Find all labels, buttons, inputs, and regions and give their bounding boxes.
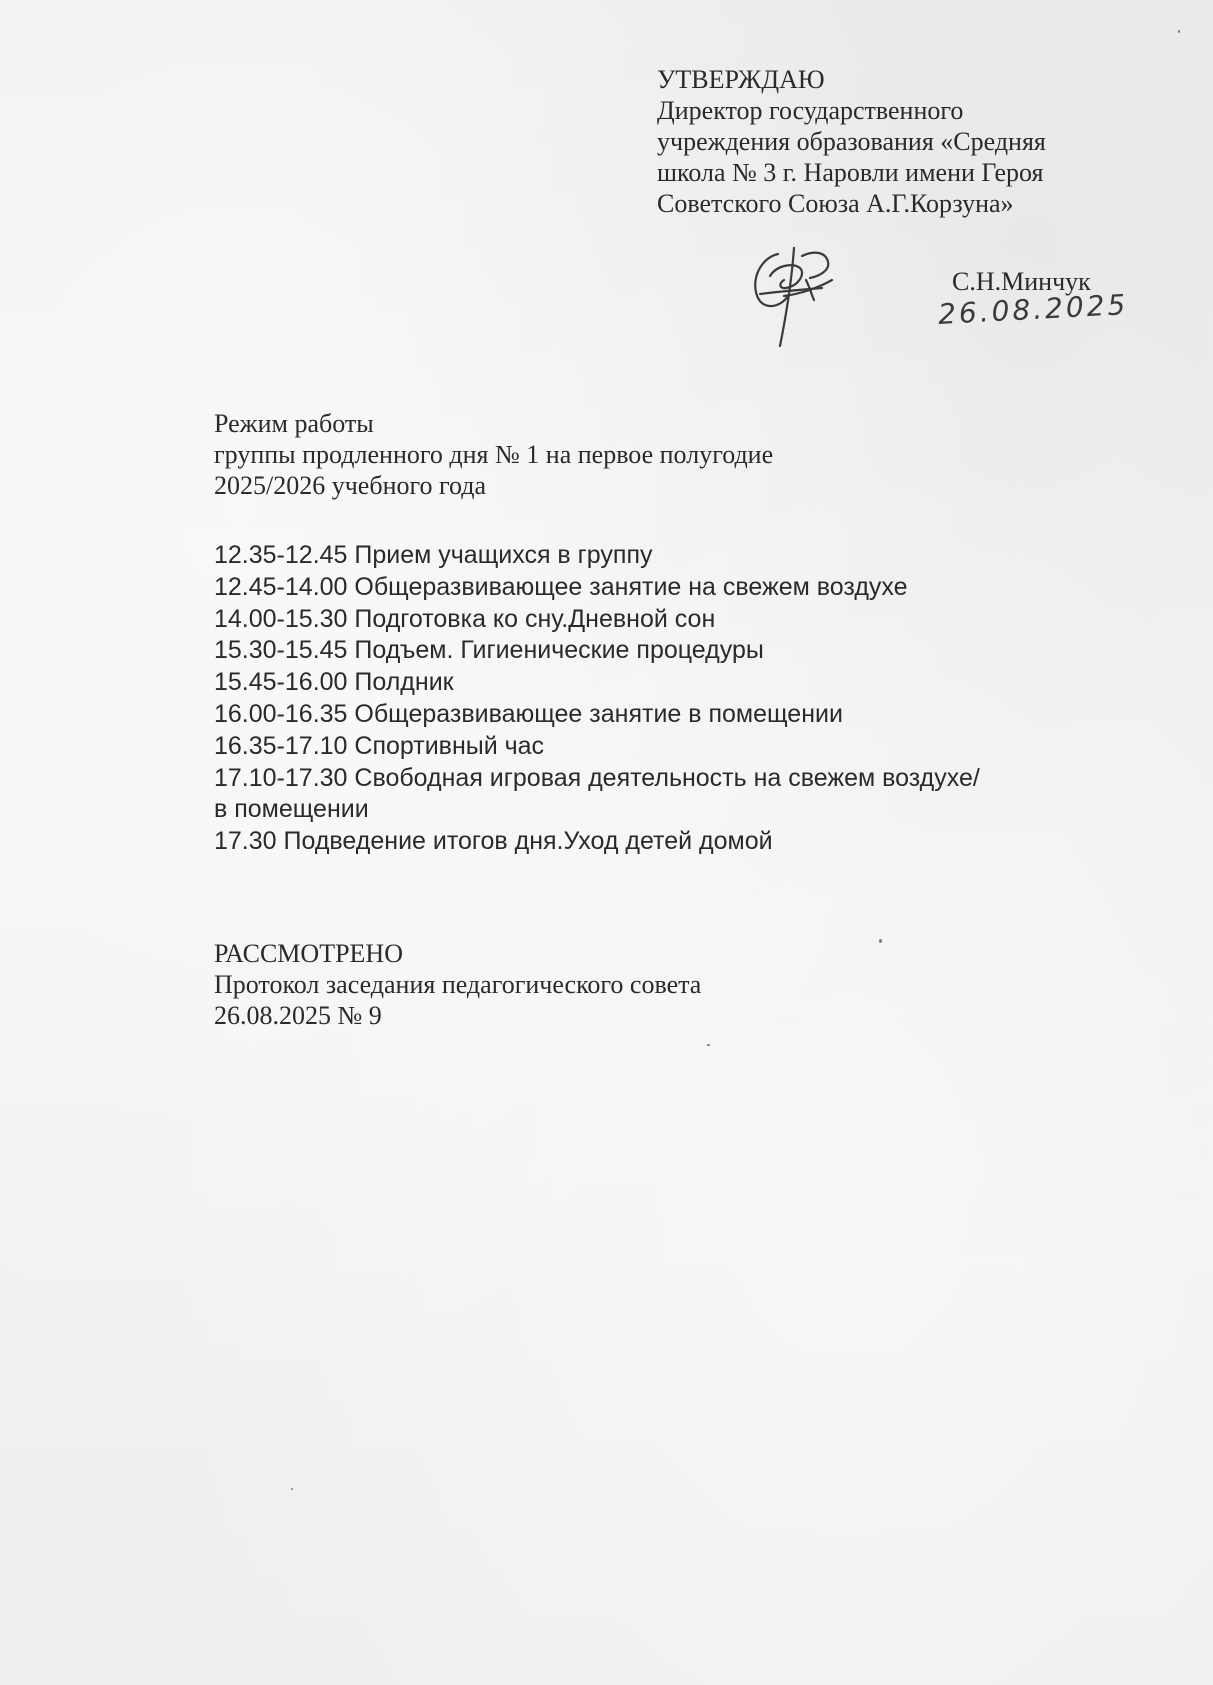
paper-speck — [291, 1488, 293, 1490]
title-line: группы продленного дня № 1 на первое полугодие — [214, 440, 774, 469]
schedule-item — [214, 763, 980, 827]
schedule-item: 17.30 Подведение итогов дня.Уход детей домой — [214, 827, 773, 856]
schedule-item: 12.45-14.00 Общеразвивающее занятие на свежем воздухе — [214, 572, 908, 601]
approval-line: школа № 3 г. Наровли имени Героя — [657, 158, 1044, 187]
schedule-item-text: 17.10-17.30 Свободная игровая деятельность на свежем воздухе/ — [214, 763, 980, 792]
paper-speck — [879, 939, 882, 943]
schedule-item: 16.35-17.10 Спортивный час — [214, 731, 545, 760]
schedule-list — [214, 540, 980, 858]
paper-speck — [707, 1044, 710, 1046]
schedule-item: 15.30-15.45 Подъем. Гигиенические процедуры — [214, 636, 764, 665]
handwritten-date: 26.08.2025 — [937, 288, 1130, 331]
approval-block — [657, 64, 1177, 219]
reviewed-block — [214, 938, 701, 1031]
reviewed-heading: РАССМОТРЕНО — [214, 939, 403, 968]
reviewed-line: Протокол заседания педагогического совета — [214, 970, 702, 999]
approval-line: учреждения образования «Средняя — [657, 127, 1046, 156]
schedule-item: 15.45-16.00 Полдник — [214, 668, 454, 697]
signer-name: С.Н.Минчук — [952, 267, 1091, 296]
approval-heading: УТВЕРЖДАЮ — [657, 65, 825, 94]
approval-line: Советского Союза А.Г.Корзуна» — [657, 189, 1014, 218]
title-line: Режим работы — [214, 409, 374, 438]
schedule-item: 16.00-16.35 Общеразвивающее занятие в помещении — [214, 699, 843, 728]
reviewed-line: 26.08.2025 № 9 — [214, 1001, 382, 1030]
title-line: 2025/2026 учебного года — [214, 471, 487, 500]
document-title — [214, 408, 773, 501]
schedule-item-continuation: в помещении — [214, 795, 369, 824]
handwritten-signature — [740, 236, 850, 356]
schedule-item: 14.00-15.30 Подготовка ко сну.Дневной сон — [214, 604, 716, 633]
paper-speck — [1178, 30, 1180, 33]
approval-line: Директор государственного — [657, 96, 964, 125]
schedule-item: 12.35-12.45 Прием учащихся в группу — [214, 541, 653, 569]
